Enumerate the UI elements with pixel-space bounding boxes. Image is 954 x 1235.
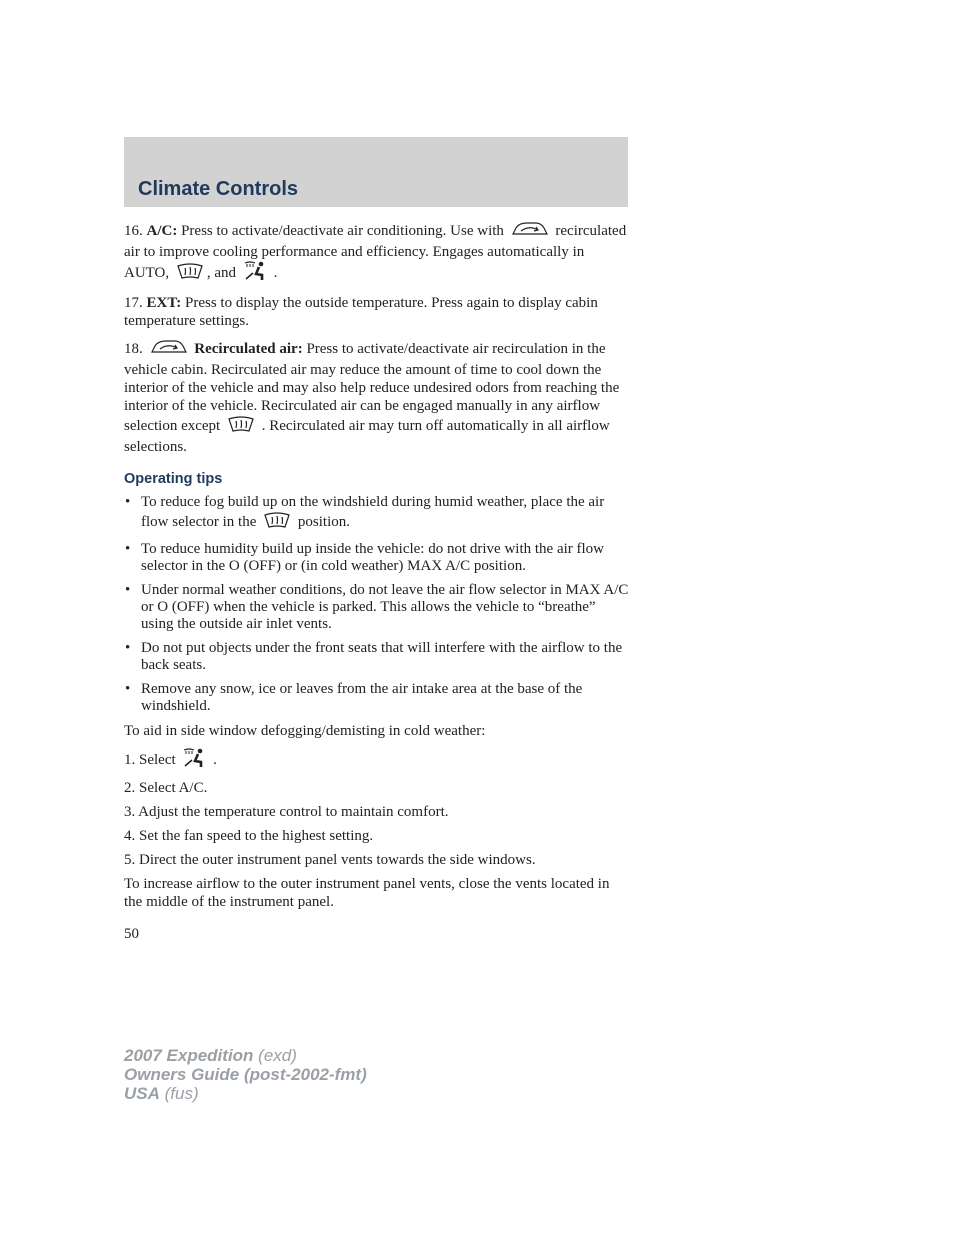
operating-tips-heading: Operating tips	[124, 471, 223, 487]
windshield-defrost-icon	[227, 415, 255, 438]
recirculated-air-label: Recirculated air:	[194, 340, 303, 357]
ext-label: EXT:	[146, 295, 182, 311]
windshield-defrost-icon	[263, 511, 291, 534]
footer-line-2: Owners Guide (post-2002-fmt)	[124, 1065, 367, 1084]
floor-defrost-icon	[182, 748, 206, 773]
floor-defrost-icon	[243, 261, 267, 286]
defog-step-5: 5. Direct the outer instrument panel vents towards the side windows.	[124, 852, 536, 868]
list-item: • Do not put objects under the front seats that will interfere with the airflow to the back seats.	[125, 640, 623, 673]
recirculated-air-icon	[511, 220, 549, 243]
defog-intro: To aid in side window defogging/demisting in cold weather:	[124, 723, 486, 739]
item-18: 18. Recirculated air: Press to activate/deactivate air recirculation in the vehicle cabin. Recirculated air may reduce the amount of time to cool down the interior of the vehicle and may also help reduce undesired odors from reaching the interior of the vehicle. Recirculated air can be engaged manually in any airflow selection except . Recirculated air may turn off automatically in all airflow selections.	[124, 338, 630, 456]
windshield-defrost-icon	[176, 262, 204, 285]
defog-step-4: 4. Set the fan speed to the highest setting.	[124, 828, 374, 844]
document-footer	[124, 1046, 367, 1103]
recirculated-air-icon	[150, 338, 188, 361]
footer-line-3: USA (fus)	[124, 1084, 199, 1103]
operating-tips-list	[124, 494, 630, 715]
list-item: • Under normal weather conditions, do not leave the air flow selector in MAX A/C or O (OFF) when the vehicle is parked. This allows the vehicle to “breathe” using the outside air inlet vents.	[125, 582, 629, 632]
footer-line-1: 2007 Expedition (exd)	[124, 1046, 297, 1065]
item-16: 16. A/C: Press to activate/deactivate air conditioning. Use with recirculated air to improve cooling performance and efficiency. Engages automatically in AUTO, , and .	[124, 220, 630, 286]
page-number: 50	[124, 926, 139, 942]
list-item: • To reduce humidity build up inside the vehicle: do not drive with the air flow selector in the O (OFF) or (in cold weather) MAX A/C position.	[125, 541, 605, 574]
closing-paragraph: To increase airflow to the outer instrument panel vents, close the vents located in the middle of the instrument panel.	[124, 876, 610, 910]
defog-step-2: 2. Select A/C.	[124, 780, 208, 796]
list-item: • To reduce fog build up on the windshield during humid weather, place the air flow selector in the position.	[124, 494, 630, 534]
ac-label: A/C:	[146, 222, 178, 239]
page-content	[124, 220, 630, 943]
list-item: • Remove any snow, ice or leaves from the air intake area at the base of the windshield.	[125, 681, 583, 714]
section-title: Climate Controls	[138, 178, 299, 200]
defog-step-3: 3. Adjust the temperature control to maintain comfort.	[124, 804, 449, 820]
defog-step-1: 1. Select .	[124, 748, 630, 773]
item-17: 17. EXT: Press to display the outside temperature. Press again to display cabin temperature settings.	[124, 295, 598, 329]
